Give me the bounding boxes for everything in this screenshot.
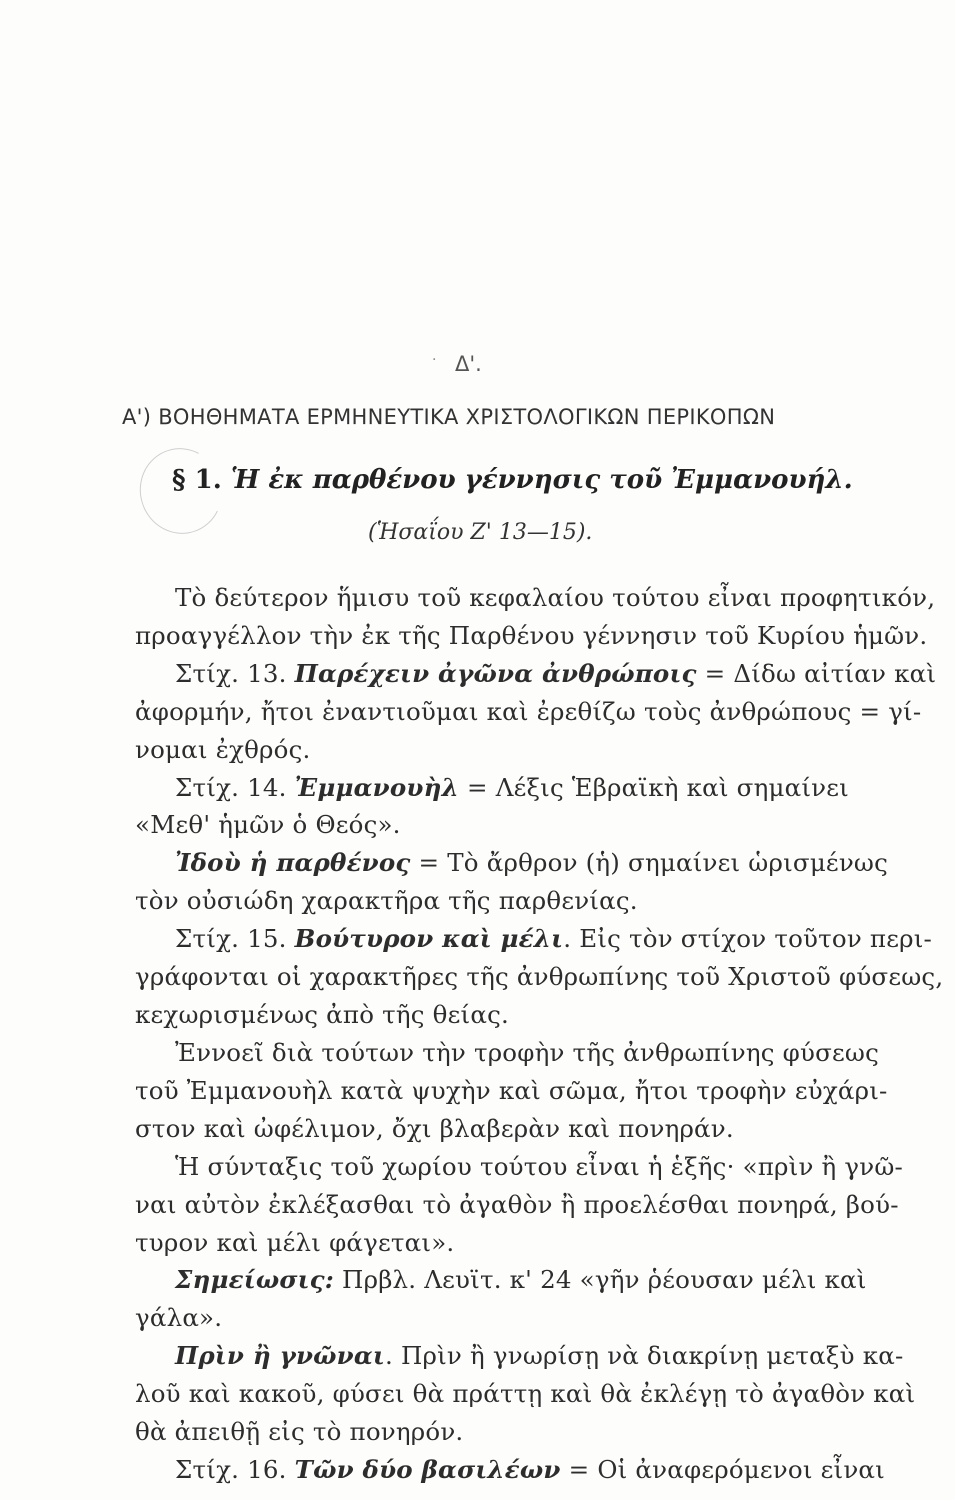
line-text: Ἐννοεῖ διὰ τούτων τὴν τροφὴν τῆς ἀνθρωπίνης φύσεως: [175, 1038, 880, 1067]
body-line: [135, 1303, 222, 1332]
line-term: Παρέχειν ἀγῶνα ἀνθρώποις: [294, 659, 697, 688]
subheading: [172, 465, 853, 495]
line-term: Ἰδοὺ ἡ παρθένος: [175, 848, 411, 877]
line-text: προαγγέλλον τὴν ἐκ τῆς Παρθένου γέννησιν τοῦ Κυρίου ἡμῶν.: [135, 621, 928, 650]
body-line: [175, 1265, 867, 1294]
line-term: Τῶν δύο βασιλέων: [294, 1455, 561, 1484]
body-line: [135, 735, 311, 764]
line-text: ναι αὐτὸν ἐκλέξασθαι τὸ ἀγαθὸν ἢ προελέσθαι πονηρά, βού-: [135, 1190, 899, 1219]
line-text: Τὸ δεύτερον ἥμισυ τοῦ κεφαλαίου τούτου εἶναι προφητικόν,: [175, 583, 936, 612]
body-line: [175, 583, 935, 612]
body-line: [175, 1152, 903, 1181]
line-term: Πρὶν ἢ γνῶναι: [175, 1341, 385, 1370]
line-text: νομαι ἐχθρός.: [135, 735, 311, 764]
line-text: Στίχ. 13.: [175, 659, 295, 688]
body-line: [135, 810, 401, 839]
body-line: [175, 773, 849, 802]
body-line: [135, 1114, 734, 1143]
line-text: ἀφορμήν, ἤτοι ἐναντιοῦμαι καὶ ἐρεθίζω τοὺς ἀνθρώπους = γί-: [135, 697, 922, 726]
line-term: Σημείωσις:: [175, 1265, 335, 1294]
line-text: Στίχ. 15.: [175, 924, 295, 953]
line-text: γάλα».: [135, 1303, 223, 1332]
line-text: = Δίδω αἰτίαν καὶ: [696, 659, 937, 688]
body-line: [135, 1228, 454, 1257]
line-text: = Λέξις Ἑβραϊκὴ καὶ σημαίνει: [458, 773, 849, 802]
line-text: Στίχ. 16.: [175, 1455, 295, 1484]
body-line: [135, 697, 921, 726]
body-line: [135, 886, 638, 915]
page-dot: ·: [432, 352, 437, 368]
line-text: στον καὶ ὠφέλιμον, ὄχι βλαβερὰν καὶ πονηράν.: [135, 1114, 734, 1143]
line-term: Βούτυρον καὶ μέλι: [294, 924, 564, 953]
body-line: [175, 924, 932, 953]
line-text: τὸν οὐσιώδη χαρακτῆρα τῆς παρθενίας.: [135, 886, 638, 915]
line-text: Ἡ σύνταξις τοῦ χωρίου τούτου εἶναι ἡ ἑξῆς· «πρὶν ἢ γνῶ-: [175, 1152, 904, 1181]
body-line: [175, 659, 936, 688]
body-line: [135, 962, 943, 991]
line-text: τυρον καὶ μέλι φάγεται».: [135, 1228, 455, 1257]
line-text: «Μεθ' ἡμῶν ὁ Θεός».: [135, 810, 401, 839]
body-line: [135, 1190, 899, 1219]
line-term: Ἐμμανουὴλ: [294, 773, 459, 802]
line-text: θὰ ἀπειθῇ εἰς τὸ πονηρόν.: [135, 1417, 464, 1446]
body-line: [135, 1076, 888, 1105]
body-line: [175, 1455, 885, 1484]
body-line: [175, 1038, 879, 1067]
subheading-number: § 1.: [172, 465, 222, 495]
subheading-title: Ἡ ἐκ παρθένου γέννησις τοῦ Ἐμμανουήλ.: [230, 465, 853, 495]
body-line: [135, 1379, 915, 1408]
line-text: . Πρὶν ἢ γνωρίσῃ νὰ διακρίνῃ μεταξὺ κα-: [384, 1341, 904, 1370]
section-heading: Α') ΒΟΗΘΗΜΑΤΑ ΕΡΜΗΝΕΥΤΙΚΑ ΧΡΙΣΤΟΛΟΓΙΚΩΝ ΠΕΡΙΚΟΠΩΝ: [122, 405, 776, 429]
line-text: τοῦ Ἐμμανουὴλ κατὰ ψυχὴν καὶ σῶμα, ἤτοι τροφὴν εὐχάρι-: [135, 1076, 888, 1105]
line-text: . Εἰς τὸν στίχον τοῦτον περι-: [563, 924, 933, 953]
body-line: [135, 1000, 509, 1029]
line-text: = Τὸ ἄρθρον (ἡ) σημαίνει ὡρισμένως: [410, 848, 889, 877]
line-text: λοῦ καὶ κακοῦ, φύσει θὰ πράττῃ καὶ θὰ ἐκλέγῃ τὸ ἀγαθὸν καὶ: [135, 1379, 916, 1408]
line-text: Πρβλ. Λευϊτ. κ' 24 «γῆν ῥέουσαν μέλι καὶ: [334, 1265, 867, 1294]
page-mark: Δ'.: [455, 352, 482, 376]
line-text: = Οἱ ἀναφερόμενοι εἶναι: [560, 1455, 885, 1484]
body-line: [135, 1417, 463, 1446]
body-line: [135, 621, 927, 650]
line-text: κεχωρισμένως ἀπὸ τῆς θείας.: [135, 1000, 509, 1029]
body-line: [175, 1341, 903, 1370]
line-text: Στίχ. 14.: [175, 773, 295, 802]
scripture-reference: (Ἡσαΐου Ζ' 13—15).: [368, 520, 593, 545]
line-text: γράφονται οἱ χαρακτῆρες τῆς ἀνθρωπίνης τοῦ Χριστοῦ φύσεως,: [135, 962, 944, 991]
body-line: [175, 848, 888, 877]
